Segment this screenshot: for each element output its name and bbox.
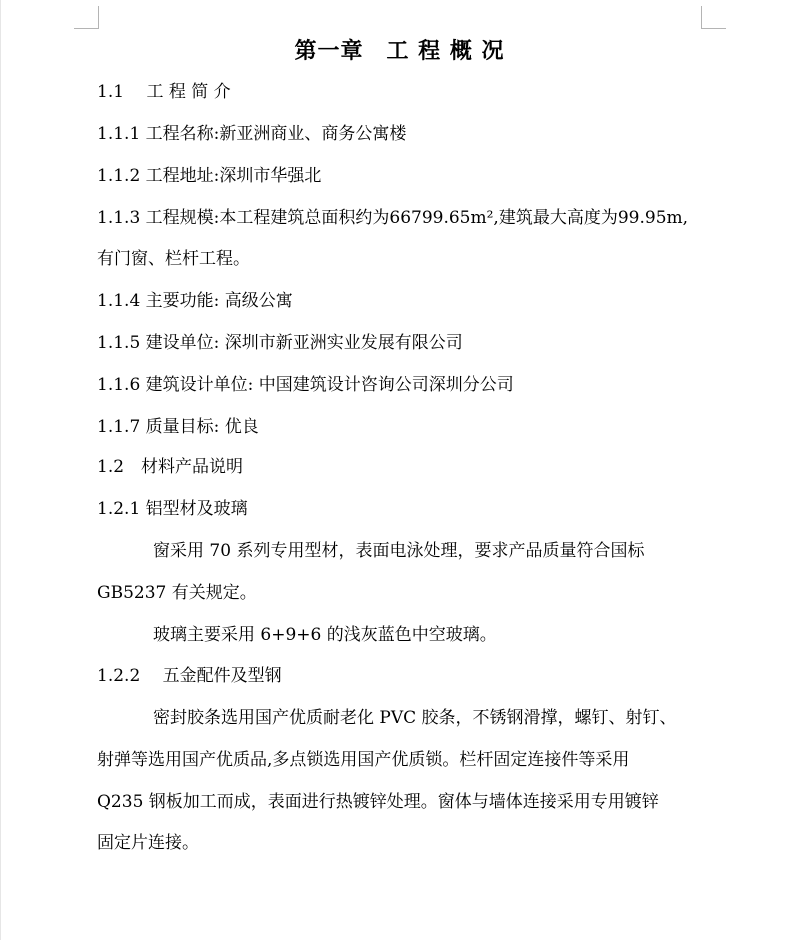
item-design-unit: 1.1.6 建筑设计单位: 中国建筑设计咨询公司深圳分公司 [97, 375, 514, 395]
paragraph-hardware-line-2: 射弹等选用国产优质品,多点锁选用国产优质锁。栏杆固定连接件等采用 [97, 750, 630, 770]
crop-mark-top-right [701, 6, 726, 29]
subsection-aluminum-glass: 1.2.1 铝型材及玻璃 [97, 499, 248, 519]
item-project-scale: 1.1.3 工程规模:本工程建筑总面积约为66799.65m²,建筑最大高度为99.95m, [97, 208, 689, 228]
paragraph-window-profile: 窗采用 70 系列专用型材，表面电泳处理，要求产品质量符合国标 [153, 541, 645, 561]
section-heading-1-1: 1.1 工 程 简 介 [97, 82, 231, 102]
item-quality-target: 1.1.7 质量目标: 优良 [97, 417, 259, 437]
chapter-title: 第一章 工 程 概 况 [294, 38, 505, 64]
item-main-function: 1.1.4 主要功能: 高级公寓 [97, 291, 293, 311]
paragraph-glass: 玻璃主要采用 6+9+6 的浅灰蓝色中空玻璃。 [153, 625, 497, 645]
item-construction-unit: 1.1.5 建设单位: 深圳市新亚洲实业发展有限公司 [97, 333, 463, 353]
item-project-scale-continued: 有门窗、栏杆工程。 [97, 249, 250, 269]
paragraph-hardware-line-1: 密封胶条选用国产优质耐老化 PVC 胶条，不锈钢滑撑，螺钉、射钉、 [153, 708, 677, 728]
paragraph-hardware-line-3: Q235 钢板加工而成，表面进行热镀锌处理。窗体与墙体连接采用专用镀锌 [97, 792, 659, 812]
item-project-name: 1.1.1 工程名称:新亚洲商业、商务公寓楼 [97, 124, 407, 144]
subsection-hardware-steel: 1.2.2 五金配件及型钢 [97, 666, 282, 686]
section-heading-1-2: 1.2 材料产品说明 [97, 457, 244, 477]
item-project-address: 1.1.2 工程地址:深圳市华强北 [97, 166, 322, 186]
crop-mark-top-left [74, 6, 99, 29]
paragraph-window-profile-continued: GB5237 有关规定。 [97, 583, 257, 603]
paragraph-hardware-line-4: 固定片连接。 [97, 833, 199, 853]
